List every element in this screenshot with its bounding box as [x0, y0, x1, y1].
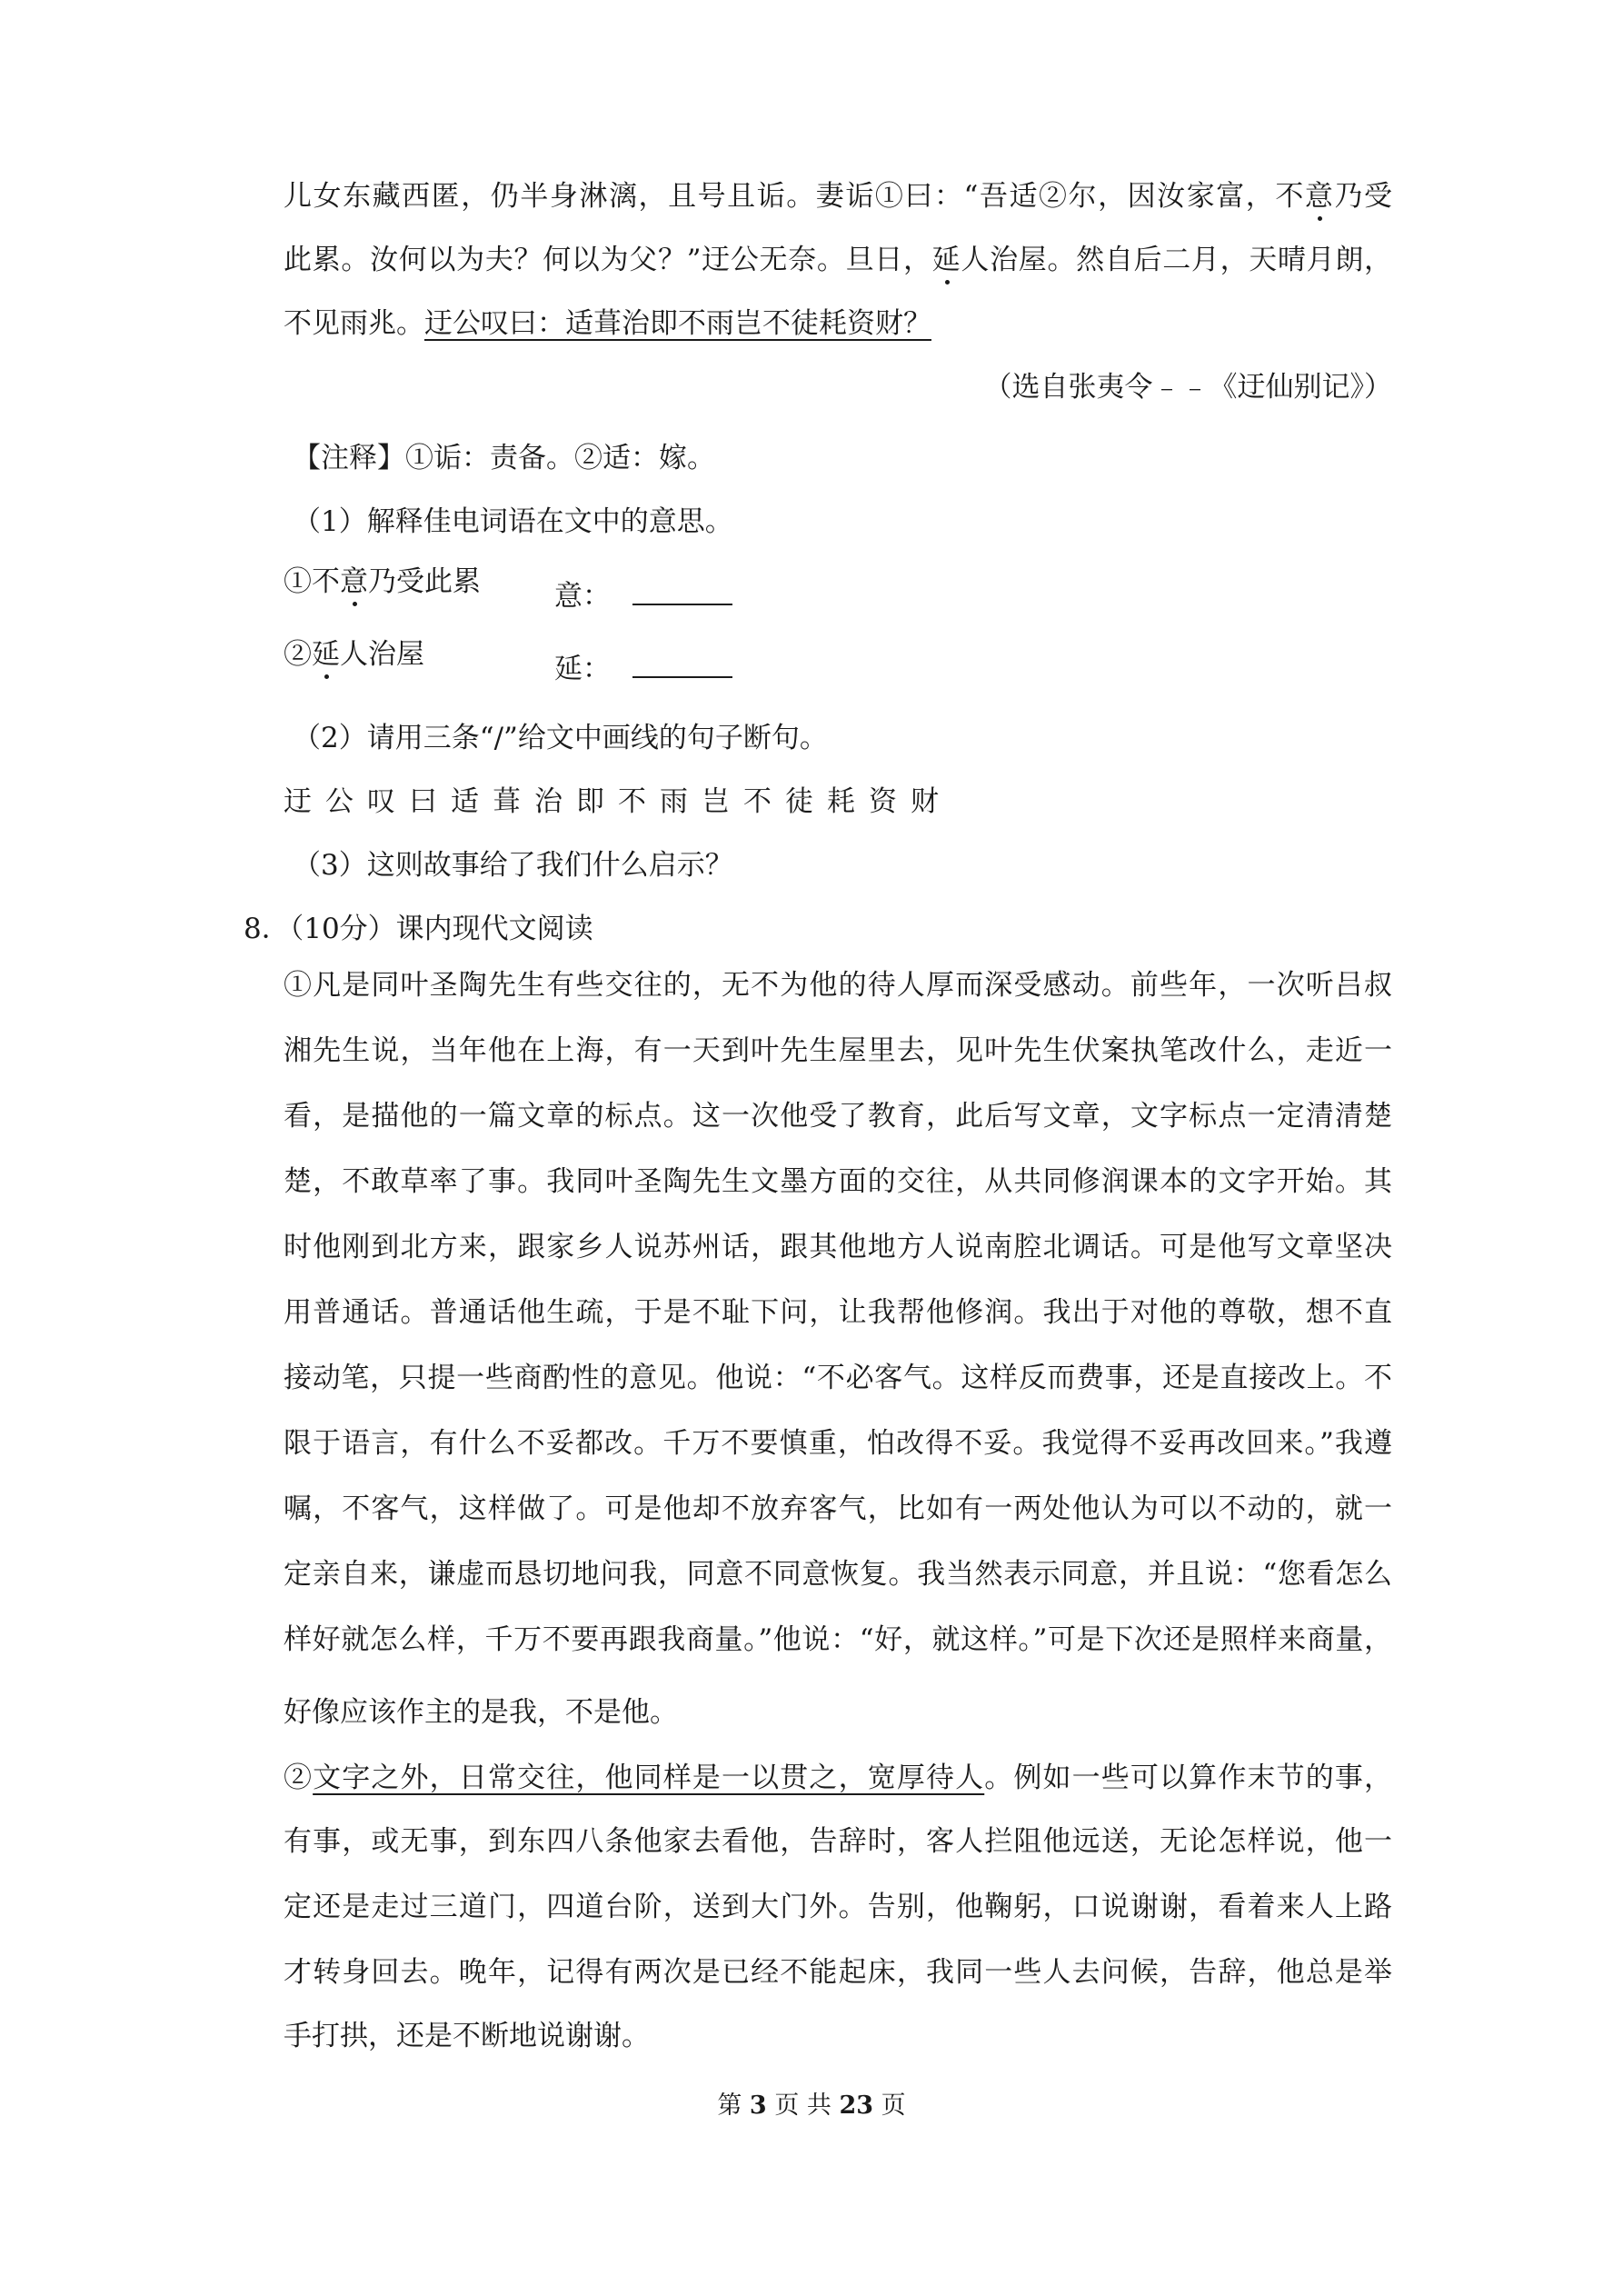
paragraph-2-last-line: 手打拱，还是不断地说谢谢。 [284, 2020, 650, 2052]
passage-line-3: 不见雨兆。迂公叹曰：适葺治即不雨岂不徒耗资财？ [284, 307, 931, 340]
emphasis-char: 延 [931, 244, 961, 276]
question-1-item-2: ②延人治屋 [284, 638, 424, 671]
paragraph-line: 才转身回去。晚年，记得有两次是已经不能起床，我同一些人去问候，告辞，他总是举 [284, 1956, 1392, 1989]
paragraph-line: ①凡是同叶圣陶先生有些交往的，无不为他的待人厚而深受感动。前些年，一次听吕叔 [284, 969, 1392, 1002]
paragraph-line: 样好就怎么样，千万不要再跟我商量。”他说：“好，就这样。”可是下次还是照样来商量， [284, 1623, 1392, 1656]
question-3-prompt: （3）这则故事给了我们什么启示？ [293, 849, 733, 882]
passage-source: （选自张夷令﹣﹣《迂仙别记》） [983, 371, 1392, 404]
paragraph-line: 楚，不敢草率了事。我同叶圣陶先生文墨方面的交往，从共同修润课本的文字开始。其 [284, 1165, 1392, 1198]
paragraph-line: 嘱，不客气，这样做了。可是他却不放弃客气，比如有一两处他认为可以不动的，就一 [284, 1492, 1392, 1525]
passage-line-2: 此累。汝何以为夫？何以为父？”迂公无奈。旦日，延人治屋。然自后二月，天晴月朗， [284, 244, 1393, 276]
paragraph-line: 定还是走过三道门，四道台阶，送到大门外。告别，他鞠躬，口说谢谢，看着来人上路 [284, 1891, 1392, 1923]
paragraph-line: 接动笔，只提一些商酌性的意见。他说：“不必客气。这样反而费事，还是直接改上。不 [284, 1362, 1392, 1394]
question-2-sentence: 迂公叹曰适葺治即不雨岂不徒耗资财 [284, 785, 952, 818]
paragraph-1-last-line: 好像应该作主的是我，不是他。 [284, 1696, 678, 1729]
question-2-prompt: （2）请用三条“/”给文中画线的句子断句。 [293, 722, 828, 754]
paragraph-line: 看，是描他的一篇文章的标点。这一次他受了教育，此后写文章，文字标点一定清清楚 [284, 1100, 1392, 1133]
page-total: 23 [839, 2091, 874, 2120]
page-number: 3 [749, 2091, 767, 2120]
answer-blank[interactable] [632, 576, 732, 605]
underlined-sentence: 迂公叹曰：适葺治即不雨岂不徒耗资财？ [424, 307, 931, 340]
paragraph-line: 用普通话。普通话他生疏，于是不耻下问，让我帮他修润。我出于对他的尊敬，想不直 [284, 1296, 1392, 1329]
annotation-label: 【注释】 [293, 442, 405, 474]
question-1-prompt: （1）解释佳电词语在文中的意思。 [293, 505, 733, 538]
paragraph-line: 有事，或无事，到东四八条他家去看他，告辞时，客人拦阻他远送，无论怎样说，他一 [284, 1825, 1392, 1858]
paragraph-line: 湘先生说，当年他在上海，有一天到叶先生屋里去，见叶先生伏案执笔改什么，走近一 [284, 1034, 1392, 1067]
annotation: 【注释】①诟：责备。②适：嫁。 [293, 442, 715, 474]
emphasis-char: 意 [1304, 180, 1335, 213]
paragraph-line: 定亲自来，谦虚而恳切地问我，同意不同意恢复。我当然表示同意，并且说：“您看怎么 [284, 1558, 1392, 1591]
question-1-item-1: ①不意乃受此累 [284, 565, 481, 598]
question-1-answer-2[interactable]: 延： [554, 649, 827, 687]
underlined-sentence: 文字之外，日常交往，他同样是一以贯之，宽厚待人 [313, 1762, 985, 1794]
paragraph-2-first-line: ②文字之外，日常交往，他同样是一以贯之，宽厚待人。例如一些可以算作末节的事， [284, 1762, 1393, 1794]
answer-blank[interactable] [632, 649, 732, 678]
paragraph-line: 限于语言，有什么不妥都改。千万不要慎重，怕改得不妥。我觉得不妥再改回来。”我遵 [284, 1427, 1392, 1460]
passage-line-1: 儿女东藏西匿，仍半身淋漓，且号且诟。妻诟①曰：“吾适②尔，因汝家富，不意乃受 [284, 180, 1392, 213]
question-1-answer-1[interactable]: 意： [554, 576, 827, 614]
question-8-header: 8．（10分）课内现代文阅读 [244, 913, 593, 945]
page-footer: 第 3 页 共 23 页 [717, 2091, 906, 2120]
paragraph-line: 时他刚到北方来，跟家乡人说苏州话，跟其他地方人说南腔北调话。可是他写文章坚决 [284, 1231, 1392, 1263]
